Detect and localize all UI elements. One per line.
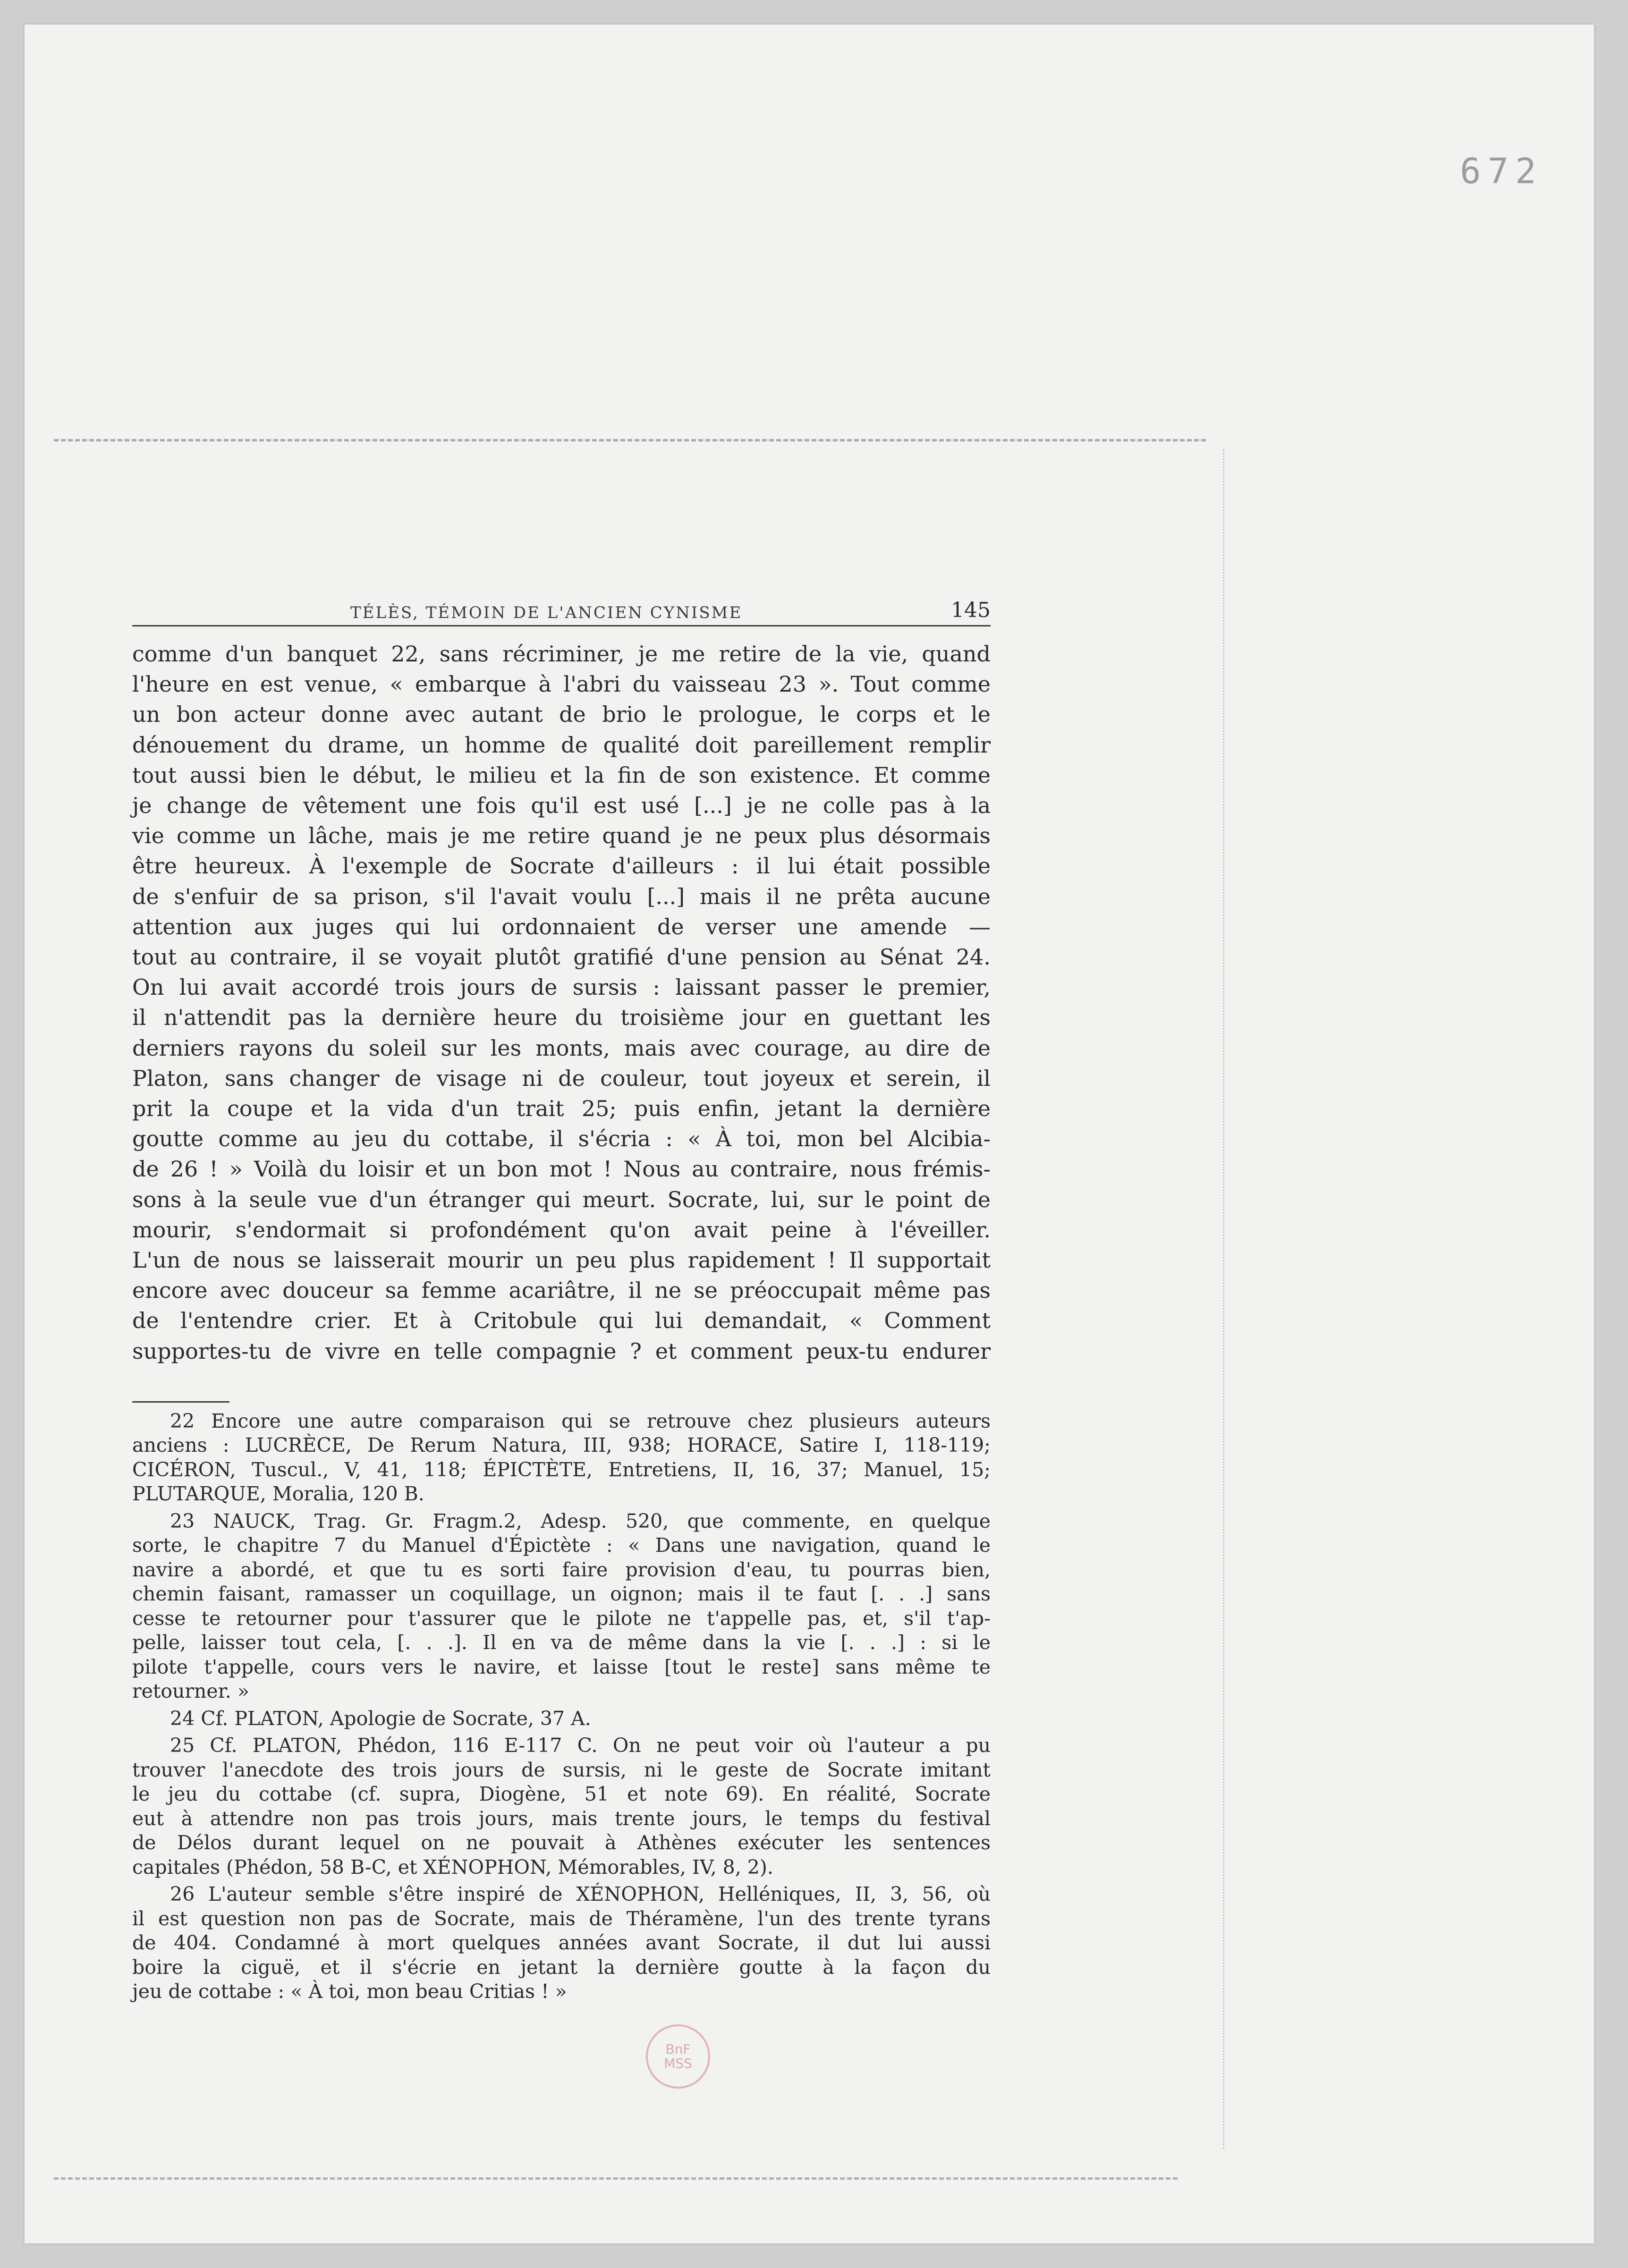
footnote-line: PLUTARQUE, Moralia, 120 B. [132,1482,424,1506]
body-line: être heureux. À l'exemple de Socrate d'ailleurs : il lui était possible [132,853,991,879]
footnote-line: 22 Encore une autre comparaison qui se retrouve chez plusieurs auteurs [170,1409,991,1432]
body-line: attention aux juges qui lui ordonnaient de verser une amende — [132,914,991,939]
body-line: tout au contraire, il se voyait plutôt gratifié d'une pension au Sénat 24. [132,944,991,970]
footnote-line: capitales (Phédon, 58 B-C, et XÉNOPHON, Mémorables, IV, 8, 2). [132,1855,773,1879]
footnote-line: chemin faisant, ramasser un coquillage, un oignon; mais il te faut [. . .] sans [132,1583,991,1606]
running-head [132,596,991,626]
body-line: comme d'un banquet 22, sans récriminer, je me retire de la vie, quand [132,641,991,667]
body-line: L'un de nous se laisserait mourir un peu plus rapidement ! Il supportait [132,1247,991,1273]
body-line: sons à la seule vue d'un étranger qui meurt. Socrate, lui, sur le point de [132,1186,991,1212]
footnote-line: pelle, laisser tout cela, [. . .]. Il en va de même dans la vie [. . .] : si le [132,1631,991,1654]
footnote [132,1707,991,1731]
footnote-line: de Délos durant lequel on ne pouvait à Athènes exécuter les sentences [132,1831,991,1854]
body-line: l'heure en est venue, « embarque à l'abri du vaisseau 23 ». Tout comme [132,671,991,697]
body-text [132,639,991,1366]
body-line: il n'attendit pas la dernière heure du troisième jour en guettant les [132,1005,991,1031]
footnote-line: anciens : LUCRÈCE, De Rerum Natura, III, 938; HORACE, Satire I, 118-119; [132,1434,991,1457]
footnote-line: 23 NAUCK, Trag. Gr. Fragm.2, Adesp. 520, que commente, en quelque [170,1509,991,1532]
footnote-line: cesse te retourner pour t'assurer que le pilote ne t'appelle pas, et, s'il t'ap- [132,1607,991,1630]
footnote [132,1409,991,1506]
footnote-line: retourner. » [132,1680,249,1703]
footnote-line: le jeu du cottabe (cf. supra, Diogène, 51 et note 69). En réalité, Socrate [132,1783,991,1806]
photocopy-edge-right [1223,449,1224,2149]
footnote-line: eut à attendre non pas trois jours, mais trente jours, le temps du festival [132,1807,991,1830]
footnote-line: 24 Cf. PLATON, Apologie de Socrate, 37 A. [170,1707,591,1730]
stamp-line: MSS [664,2056,692,2071]
footnote-line: de 404. Condamné à mort quelques années avant Socrate, il dut lui aussi [132,1931,991,1955]
footnote [132,1509,991,1704]
footnote-line: 26 L'auteur semble s'être inspiré de XÉNOPHON, Helléniques, II, 3, 56, où [170,1883,991,1906]
footnote-line: il est question non pas de Socrate, mais de Théramène, l'un des trente tyrans [132,1907,991,1930]
body-line: prit la coupe et la vida d'un trait 25; puis enfin, jetant la dernière [132,1096,991,1122]
footnote-rule [132,1401,229,1403]
footnote-line: jeu de cottabe : « À toi, mon beau Critias ! » [132,1980,567,2003]
body-line: vie comme un lâche, mais je me retire quand je ne peux plus désormais [132,823,991,849]
body-line: de s'enfuir de sa prison, s'il l'avait voulu [...] mais il ne prêta aucune [132,883,991,909]
body-line: derniers rayons du soleil sur les monts, mais avec courage, au dire de [132,1035,991,1061]
footnote [132,1734,991,1879]
footnote-line: 25 Cf. PLATON, Phédon, 116 E-117 C. On ne peut voir où l'auteur a pu [170,1734,991,1757]
body-line: mourir, s'endormait si profondément qu'on avait peine à l'éveiller. [132,1217,991,1243]
footnote-line: CICÉRON, Tuscul., V, 41, 118; ÉPICTÈTE, Entretiens, II, 16, 37; Manuel, 15; [132,1458,991,1481]
photocopy-edge-bottom [54,2177,1178,2180]
body-line: supportes-tu de vivre en telle compagnie ? et comment peux-tu endurer [132,1338,991,1364]
folio-number: 672 [1460,151,1543,192]
footnote-line: pilote t'appelle, cours vers le navire, et laisse [tout le reste] sans même te [132,1655,991,1678]
body-line: je change de vêtement une fois qu'il est usé [...] je ne colle pas à la [132,793,991,819]
footnote-line: boire la ciguë, et il s'écrie en jetant la dernière goutte à la façon du [132,1955,991,1979]
footnote-line: navire a abordé, et que tu es sorti faire provision d'eau, tu pourras bien, [132,1558,991,1581]
stamp-line: BnF [665,2041,691,2057]
footnote-line: sorte, le chapitre 7 du Manuel d'Épictète : « Dans une navigation, quand le [132,1534,991,1557]
footnote [132,1882,991,2004]
bnf-stamp [646,2024,710,2089]
footnote-line: trouver l'anecdote des trois jours de sursis, ni le geste de Socrate imitant [132,1758,991,1781]
running-title: TÉLÈS, TÉMOIN DE L'ANCIEN CYNISME [350,603,743,622]
body-line: un bon acteur donne avec autant de brio le prologue, le corps et le [132,702,991,728]
photocopy-edge-top [54,439,1206,441]
printed-page [132,596,991,2007]
body-line: On lui avait accordé trois jours de sursis : laissant passer le premier, [132,974,991,1000]
body-line: Platon, sans changer de visage ni de couleur, tout joyeux et serein, il [132,1065,991,1091]
page-number: 145 [951,598,991,622]
body-line: de 26 ! » Voilà du loisir et un bon mot ! Nous au contraire, nous frémis- [132,1156,991,1182]
footnotes [132,1409,991,2004]
body-line: de l'entendre crier. Et à Critobule qui lui demandait, « Comment [132,1308,991,1334]
body-line: dénouement du drame, un homme de qualité doit pareillement remplir [132,732,991,758]
body-line: encore avec douceur sa femme acariâtre, il ne se préoccupait même pas [132,1278,991,1303]
body-line: tout aussi bien le début, le milieu et la fin de son existence. Et comme [132,762,991,788]
body-line: goutte comme au jeu du cottabe, il s'écria : « À toi, mon bel Alcibia- [132,1126,991,1152]
